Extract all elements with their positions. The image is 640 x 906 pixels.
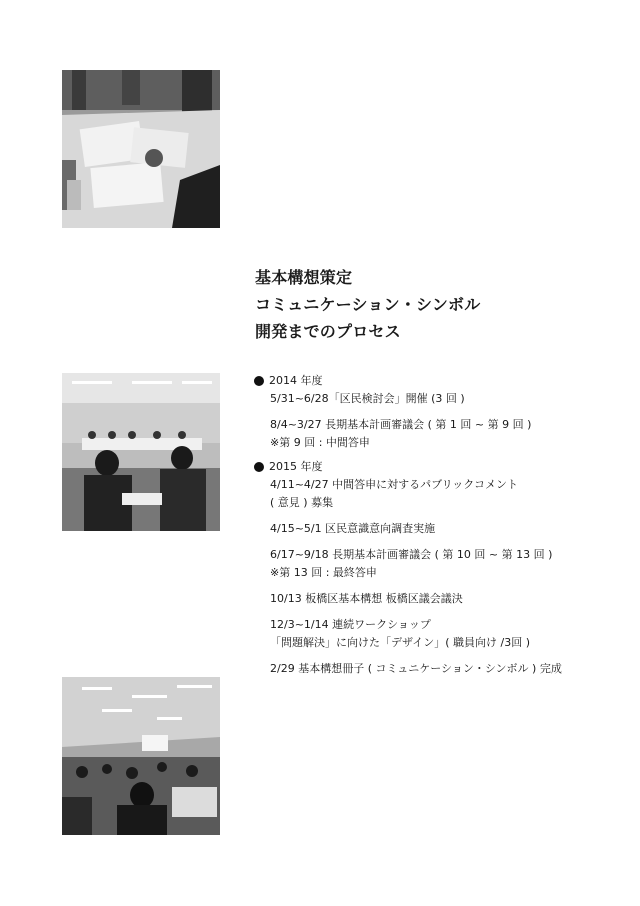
timeline-entry	[270, 416, 624, 452]
entry-text: 12/3~1/14 連続ワークショップ	[270, 618, 431, 631]
timeline-entry	[270, 546, 624, 582]
workshop-table-image	[62, 70, 220, 228]
entry-text: 2/29 基本構想冊子 ( コミュニケーション・シンボル ) 完成	[270, 662, 562, 675]
year-2014-label: 2014 年度	[269, 374, 323, 387]
entry-text: ( 意見 ) 募集	[270, 496, 334, 509]
bullet-icon	[254, 462, 264, 472]
council-meeting-photo	[62, 373, 220, 531]
entry-text: 「問題解決」に向けた「デザイン」( 職員向け /3回 )	[270, 636, 531, 649]
entry-note: ※第 9 回 : 中間答申	[270, 436, 370, 449]
bullet-icon	[254, 376, 264, 386]
process-timeline	[254, 372, 624, 678]
year-2015-heading	[254, 458, 624, 476]
timeline-entry	[270, 476, 624, 512]
staff-workshop-image	[62, 677, 220, 835]
title-line-3: 開発までのプロセス	[255, 322, 401, 341]
year-2014-heading	[254, 372, 624, 390]
entry-note: ※第 13 回 : 最終答申	[270, 566, 377, 579]
entry-text: 5/31~6/28「区民検討会」開催 (3 回 )	[270, 392, 465, 405]
entry-text: 4/11~4/27 中間答申に対するパブリックコメント	[270, 478, 519, 491]
timeline-entry	[270, 660, 624, 678]
timeline-entry	[270, 590, 624, 608]
timeline-entry	[270, 390, 624, 408]
entry-text: 10/13 板橋区基本構想 板橋区議会議決	[270, 592, 463, 605]
entry-text: 8/4~3/27 長期基本計画審議会 ( 第 1 回 ~ 第 9 回 )	[270, 418, 532, 431]
page-title	[255, 264, 480, 345]
year-2015-label: 2015 年度	[269, 460, 323, 473]
workshop-table-photo	[62, 70, 220, 228]
staff-workshop-photo	[62, 677, 220, 835]
entry-text: 6/17~9/18 長期基本計画審議会 ( 第 10 回 ~ 第 13 回 )	[270, 548, 553, 561]
council-meeting-image	[62, 373, 220, 531]
entry-text: 4/15~5/1 区民意識意向調査実施	[270, 522, 436, 535]
timeline-entry	[270, 520, 624, 538]
timeline-entry	[270, 616, 624, 652]
title-line-1: 基本構想策定	[255, 268, 353, 287]
title-line-2: コミュニケーション・シンボル	[255, 295, 481, 314]
